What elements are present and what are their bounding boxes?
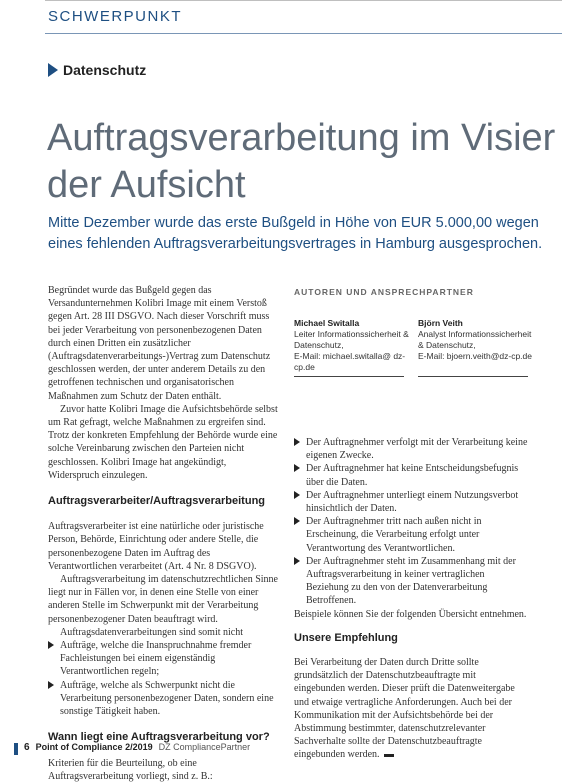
list-item: Der Auftragnehmer verfolgt mit der Verarbeitung keine eigenen Zwecke. xyxy=(294,436,528,462)
paragraph: Beispiele können Sie der folgenden Übersicht entnehmen. xyxy=(294,608,527,620)
paragraph: Auftragsverarbeiter ist eine natürliche oder juristische Person, Behörde, Einrichtung oder andere Stelle, die personenbezogene Daten im Auftrag des Verantwortlichen verarbeitet (Art. 4 Nr. 8 DSGVO). xyxy=(48,521,264,572)
contact-card xyxy=(294,318,410,373)
page-footer xyxy=(24,742,250,753)
triangle-bullet-icon xyxy=(294,517,300,525)
triangle-right-icon xyxy=(48,63,58,77)
subheading: Unsere Empfehlung xyxy=(294,631,398,644)
paragraph: Auftragsverarbeitung im datenschutzrechtlichen Sinne liegt nur in Fällen vor, in denen eine Stelle von einer anderen Stelle im Schwerpunkt mit der Verarbeitung personenbezogener Daten beauftragt wird. xyxy=(48,574,278,625)
triangle-bullet-icon xyxy=(294,491,300,499)
contacts-heading: AUTOREN UND ANSPRECHPARTNER xyxy=(294,287,474,297)
triangle-bullet-icon xyxy=(294,464,300,472)
contact-role: Analyst Informationssicherheit & Datenschutz, xyxy=(418,329,532,350)
footer-accent-bar xyxy=(14,743,18,755)
article-lead: Mitte Dezember wurde das erste Bußgeld in Höhe von EUR 5.000,00 wegen eines fehlenden Auftragsverarbeitungsvertrages in Hamburg ausgesprochen. xyxy=(48,215,543,252)
topic-text: Datenschutz xyxy=(63,62,147,78)
subheading: Wann liegt eine Auftragsverarbeitung vor? xyxy=(48,731,270,744)
contact-divider xyxy=(418,376,528,377)
end-mark-icon xyxy=(384,754,394,757)
triangle-bullet-icon xyxy=(48,641,54,649)
publication-name: Point of Compliance 2/2019 xyxy=(35,742,153,752)
list-item: Der Auftragnehmer hat keine Entscheidungsbefugnis über die Daten. xyxy=(294,462,528,488)
section-label: SCHWERPUNKT xyxy=(48,8,183,25)
paragraph: Begründet wurde das Bußgeld gegen das Versandunternehmen Kolibri Image mit einem Verstoß gegen Art. 28 III DSGVO. Nach dieser Vorschrift muss bei jeder Verarbeitung von personenbezogenen Daten durch einen Dritten ein zusätzlicher (Auftragsdatenverarbeitungs-)Vertrag zum Datenschutz geschlossen werden, der unter anderem Details zu den getroffenen technischen und organisatorischen Maßnahmen zum Schutz der Daten enthält. xyxy=(48,285,271,402)
list-item: Der Auftragnehmer steht im Zusammenhang mit der Auftragsverarbeitung in keiner vertraglichen Beziehung zu den von der Datenverarbeitung Betroffenen. xyxy=(294,555,528,608)
list-item: Der Auftragnehmer unterliegt einem Nutzungsverbot hinsichtlich der Daten. xyxy=(294,489,528,515)
contact-card xyxy=(418,318,534,362)
paragraph: Kriterien für die Beurteilung, ob eine Auftragsverarbeitung vorliegt, sind z. B.: xyxy=(48,757,213,782)
article-headline: Auftragsverarbeitung im Visier der Aufsicht xyxy=(47,117,556,206)
triangle-bullet-icon xyxy=(48,681,54,689)
contact-name: Björn Veith xyxy=(418,318,463,328)
page-number: 6 xyxy=(24,742,30,753)
triangle-bullet-icon xyxy=(294,438,300,446)
contact-name: Michael Switalla xyxy=(294,318,360,328)
section-rule xyxy=(45,33,562,34)
top-rule xyxy=(45,0,562,1)
triangle-bullet-icon xyxy=(294,557,300,565)
list-item: Aufträge, welche die Inanspruchnahme fremder Fachleistungen bei einem eigenständig Verantwortlichen regeln; xyxy=(48,639,278,679)
contact-divider xyxy=(294,376,404,377)
list-item: Aufträge, welche als Schwerpunkt nicht die Verarbeitung personenbezogener Daten, sondern eine sonstige Tätigkeit haben. xyxy=(48,679,278,719)
left-column xyxy=(48,284,278,783)
contact-role: Leiter Informationssicherheit & Datenschutz, xyxy=(294,329,409,350)
paragraph: Auftragsdatenverarbeitungen sind somit nicht xyxy=(60,626,244,638)
paragraph: Bei Verarbeitung der Daten durch Dritte sollte grundsätzlich der Datenschutzbeauftragte mit eingebunden werden. Dieser prüft die Datenweitergabe und etwaige vertragliche Anforderungen. Auch bei der Kommunikation mit der Aufsichtsbehörde bei der Abstimmung bestimmter, datenschutzrelevanter Sachverhalte sollte der Datenschutzbeauftragte eingebunden werden. xyxy=(294,657,515,761)
right-column xyxy=(294,436,528,762)
contact-email: E-Mail: michael.switalla@ dz-cp.de xyxy=(294,351,406,372)
list-item: Der Auftragnehmer tritt nach außen nicht in Erscheinung, die Verarbeitung erfolgt unter Verantwortung des Verantwortlichen. xyxy=(294,515,528,555)
subheading: Auftragsverarbeiter/Auftragsverarbeitung xyxy=(48,495,266,508)
topic-label xyxy=(48,62,146,78)
paragraph: Zuvor hatte Kolibri Image die Aufsichtsbehörde selbst um Rat gefragt, welche Maßnahmen zu ergreifen sind. Trotz der konkreten Empfehlung der Behörde wurde eine solche Vereinbarung zwischen den Parteien nicht geschlossen. Kolibri Image hat angekündigt, Widerspruch einzulegen. xyxy=(48,403,278,481)
company-name: DZ CompliancePartner xyxy=(158,742,251,752)
contact-email: E-Mail: bjoern.veith@dz-cp.de xyxy=(418,351,532,361)
